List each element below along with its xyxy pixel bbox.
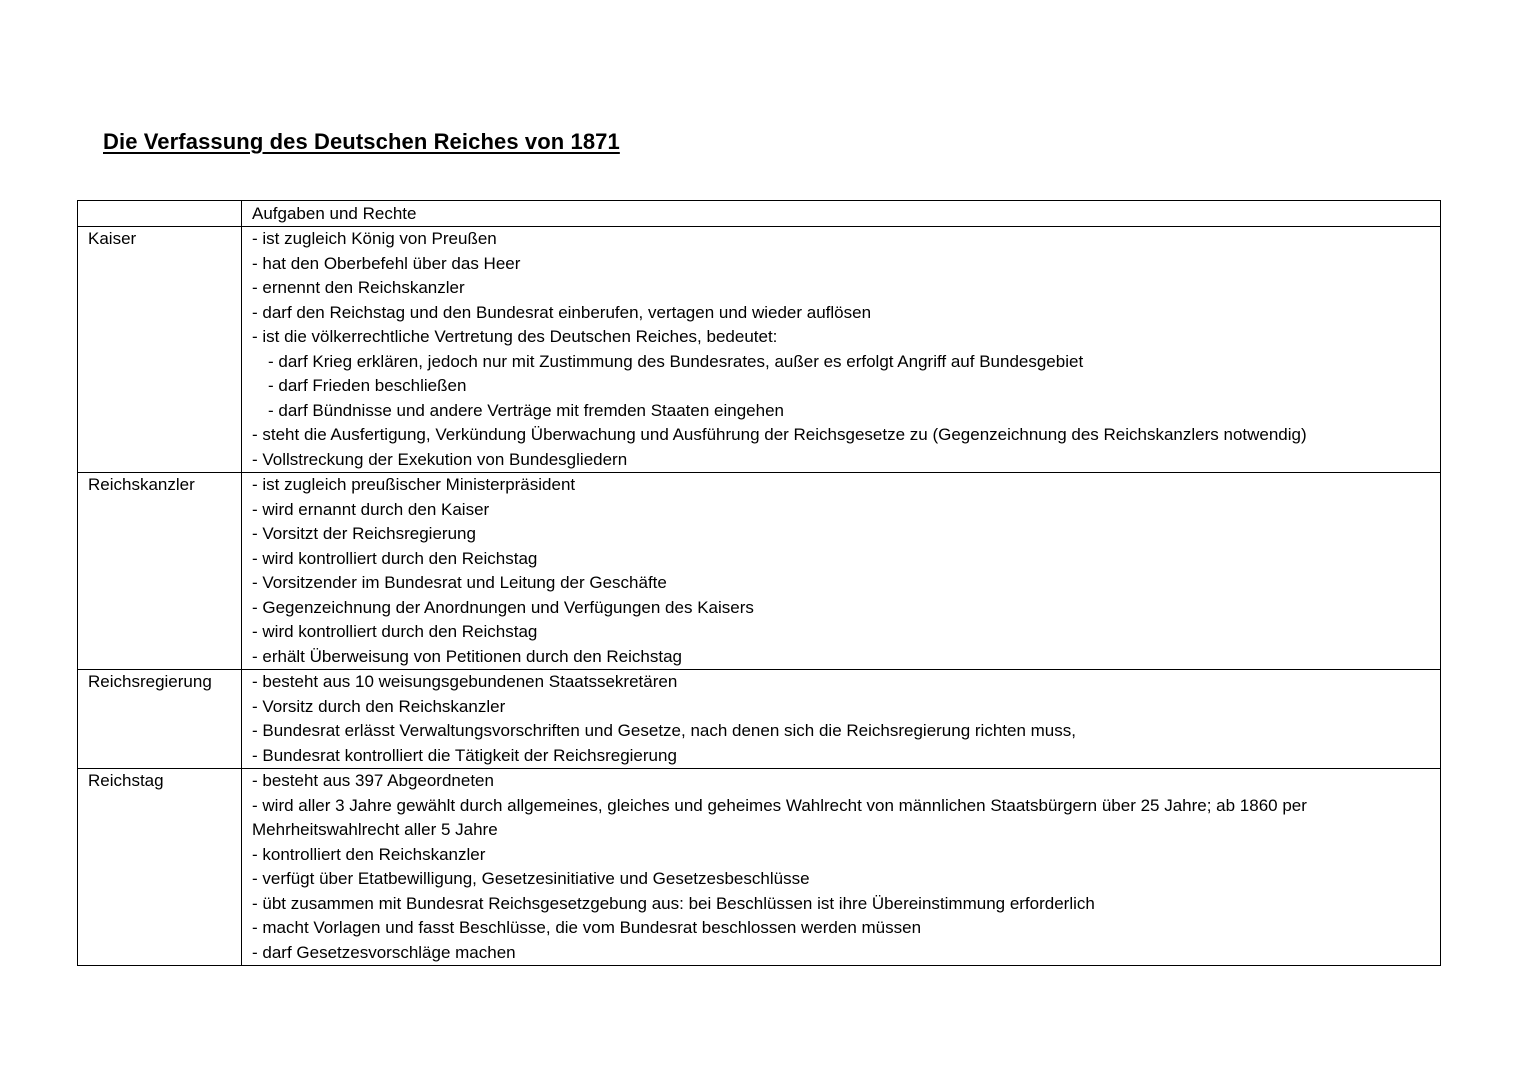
list-item: - darf Frieden beschließen [268,376,467,395]
table-header-row [78,201,1441,227]
header-label-empty [88,201,241,226]
list-item: - hat den Oberbefehl über das Heer [252,253,521,273]
list-item: - darf Gesetzesvorschläge machen [252,942,516,962]
row-label: Reichsregierung [88,672,212,691]
table-body [78,201,1441,966]
row-content-cell [242,227,1441,473]
list-item: - besteht aus 397 Abgeordneten [252,771,494,790]
table-row [78,769,1441,966]
list-item: - wird kontrolliert durch den Reichstag [252,548,538,568]
row-content-cell [242,473,1441,670]
row-label: Reichskanzler [88,475,195,494]
row-label: Kaiser [88,229,137,248]
list-item: - erhält Überweisung von Petitionen durch den Reichstag [252,646,682,666]
row-content-cell [242,769,1441,966]
row-content-cell [242,670,1441,769]
header-cell-duties [242,201,1441,227]
header-cell-empty [78,201,242,227]
list-item: - verfügt über Etatbewilligung, Gesetzesinitiative und Gesetzesbeschlüsse [252,869,810,888]
list-item: - ist die völkerrechtliche Vertretung des Deutschen Reiches, bedeutet: [252,327,778,346]
list-item: - darf Bündnisse und andere Verträge mit fremden Staaten eingehen [268,400,785,420]
list-item: - kontrolliert den Reichskanzler [252,844,486,864]
row-label: Reichstag [88,771,164,790]
row-label-cell [78,769,242,966]
list-item: - wird aller 3 Jahre gewählt durch allgemeines, gleiches und geheimes Wahlrecht von männlichen Staatsbürgern über 25 Jahre; ab 1860 per [252,795,1307,815]
list-item: - besteht aus 10 weisungsgebundenen Staatssekretären [252,672,678,691]
list-item: - Bundesrat kontrolliert die Tätigkeit der Reichsregierung [252,745,677,765]
page-title: Die Verfassung des Deutschen Reiches von 1871 [103,129,620,154]
list-item: Mehrheitswahlrecht aller 5 Jahre [252,820,498,839]
constitution-table [77,200,1441,966]
table-row [78,473,1441,670]
row-label-cell [78,670,242,769]
list-item: - Vollstreckung der Exekution von Bundesgliedern [252,449,628,469]
list-item: - wird kontrolliert durch den Reichstag [252,622,538,641]
list-item: - Vorsitzender im Bundesrat und Leitung der Geschäfte [252,573,667,592]
list-item: - ernennt den Reichskanzler [252,278,465,297]
list-item: - ist zugleich König von Preußen [252,229,497,248]
table-row [78,227,1441,473]
list-item: - Bundesrat erlässt Verwaltungsvorschriften und Gesetze, nach denen sich die Reichsregierung richten muss, [252,721,1076,740]
list-item: - macht Vorlagen und fasst Beschlüsse, die vom Bundesrat beschlossen werden müssen [252,918,922,937]
list-item: - übt zusammen mit Bundesrat Reichsgesetzgebung aus: bei Beschlüssen ist ihre Übereinstimmung erforderlich [252,893,1095,913]
row-label-cell [78,227,242,473]
list-item: - darf Krieg erklären, jedoch nur mit Zustimmung des Bundesrates, außer es erfolgt Angriff auf Bundesgebiet [268,351,1084,371]
list-item: - steht die Ausfertigung, Verkündung Überwachung und Ausführung der Reichsgesetze zu (Gegenzeichnung des Reichskanzlers notwendig) [252,425,1307,444]
list-item: - Gegenzeichnung der Anordnungen und Verfügungen des Kaisers [252,597,754,617]
row-label-cell [78,473,242,670]
list-item: - ist zugleich preußischer Ministerpräsident [252,475,576,494]
header-label-duties: Aufgaben und Rechte [252,204,417,223]
list-item: - Vorsitzt der Reichsregierung [252,524,476,543]
list-item: - darf den Reichstag und den Bundesrat einberufen, vertagen und wieder auflösen [252,302,872,322]
list-item: - Vorsitz durch den Reichskanzler [252,696,506,716]
table-row [78,670,1441,769]
list-item: - wird ernannt durch den Kaiser [252,499,490,519]
